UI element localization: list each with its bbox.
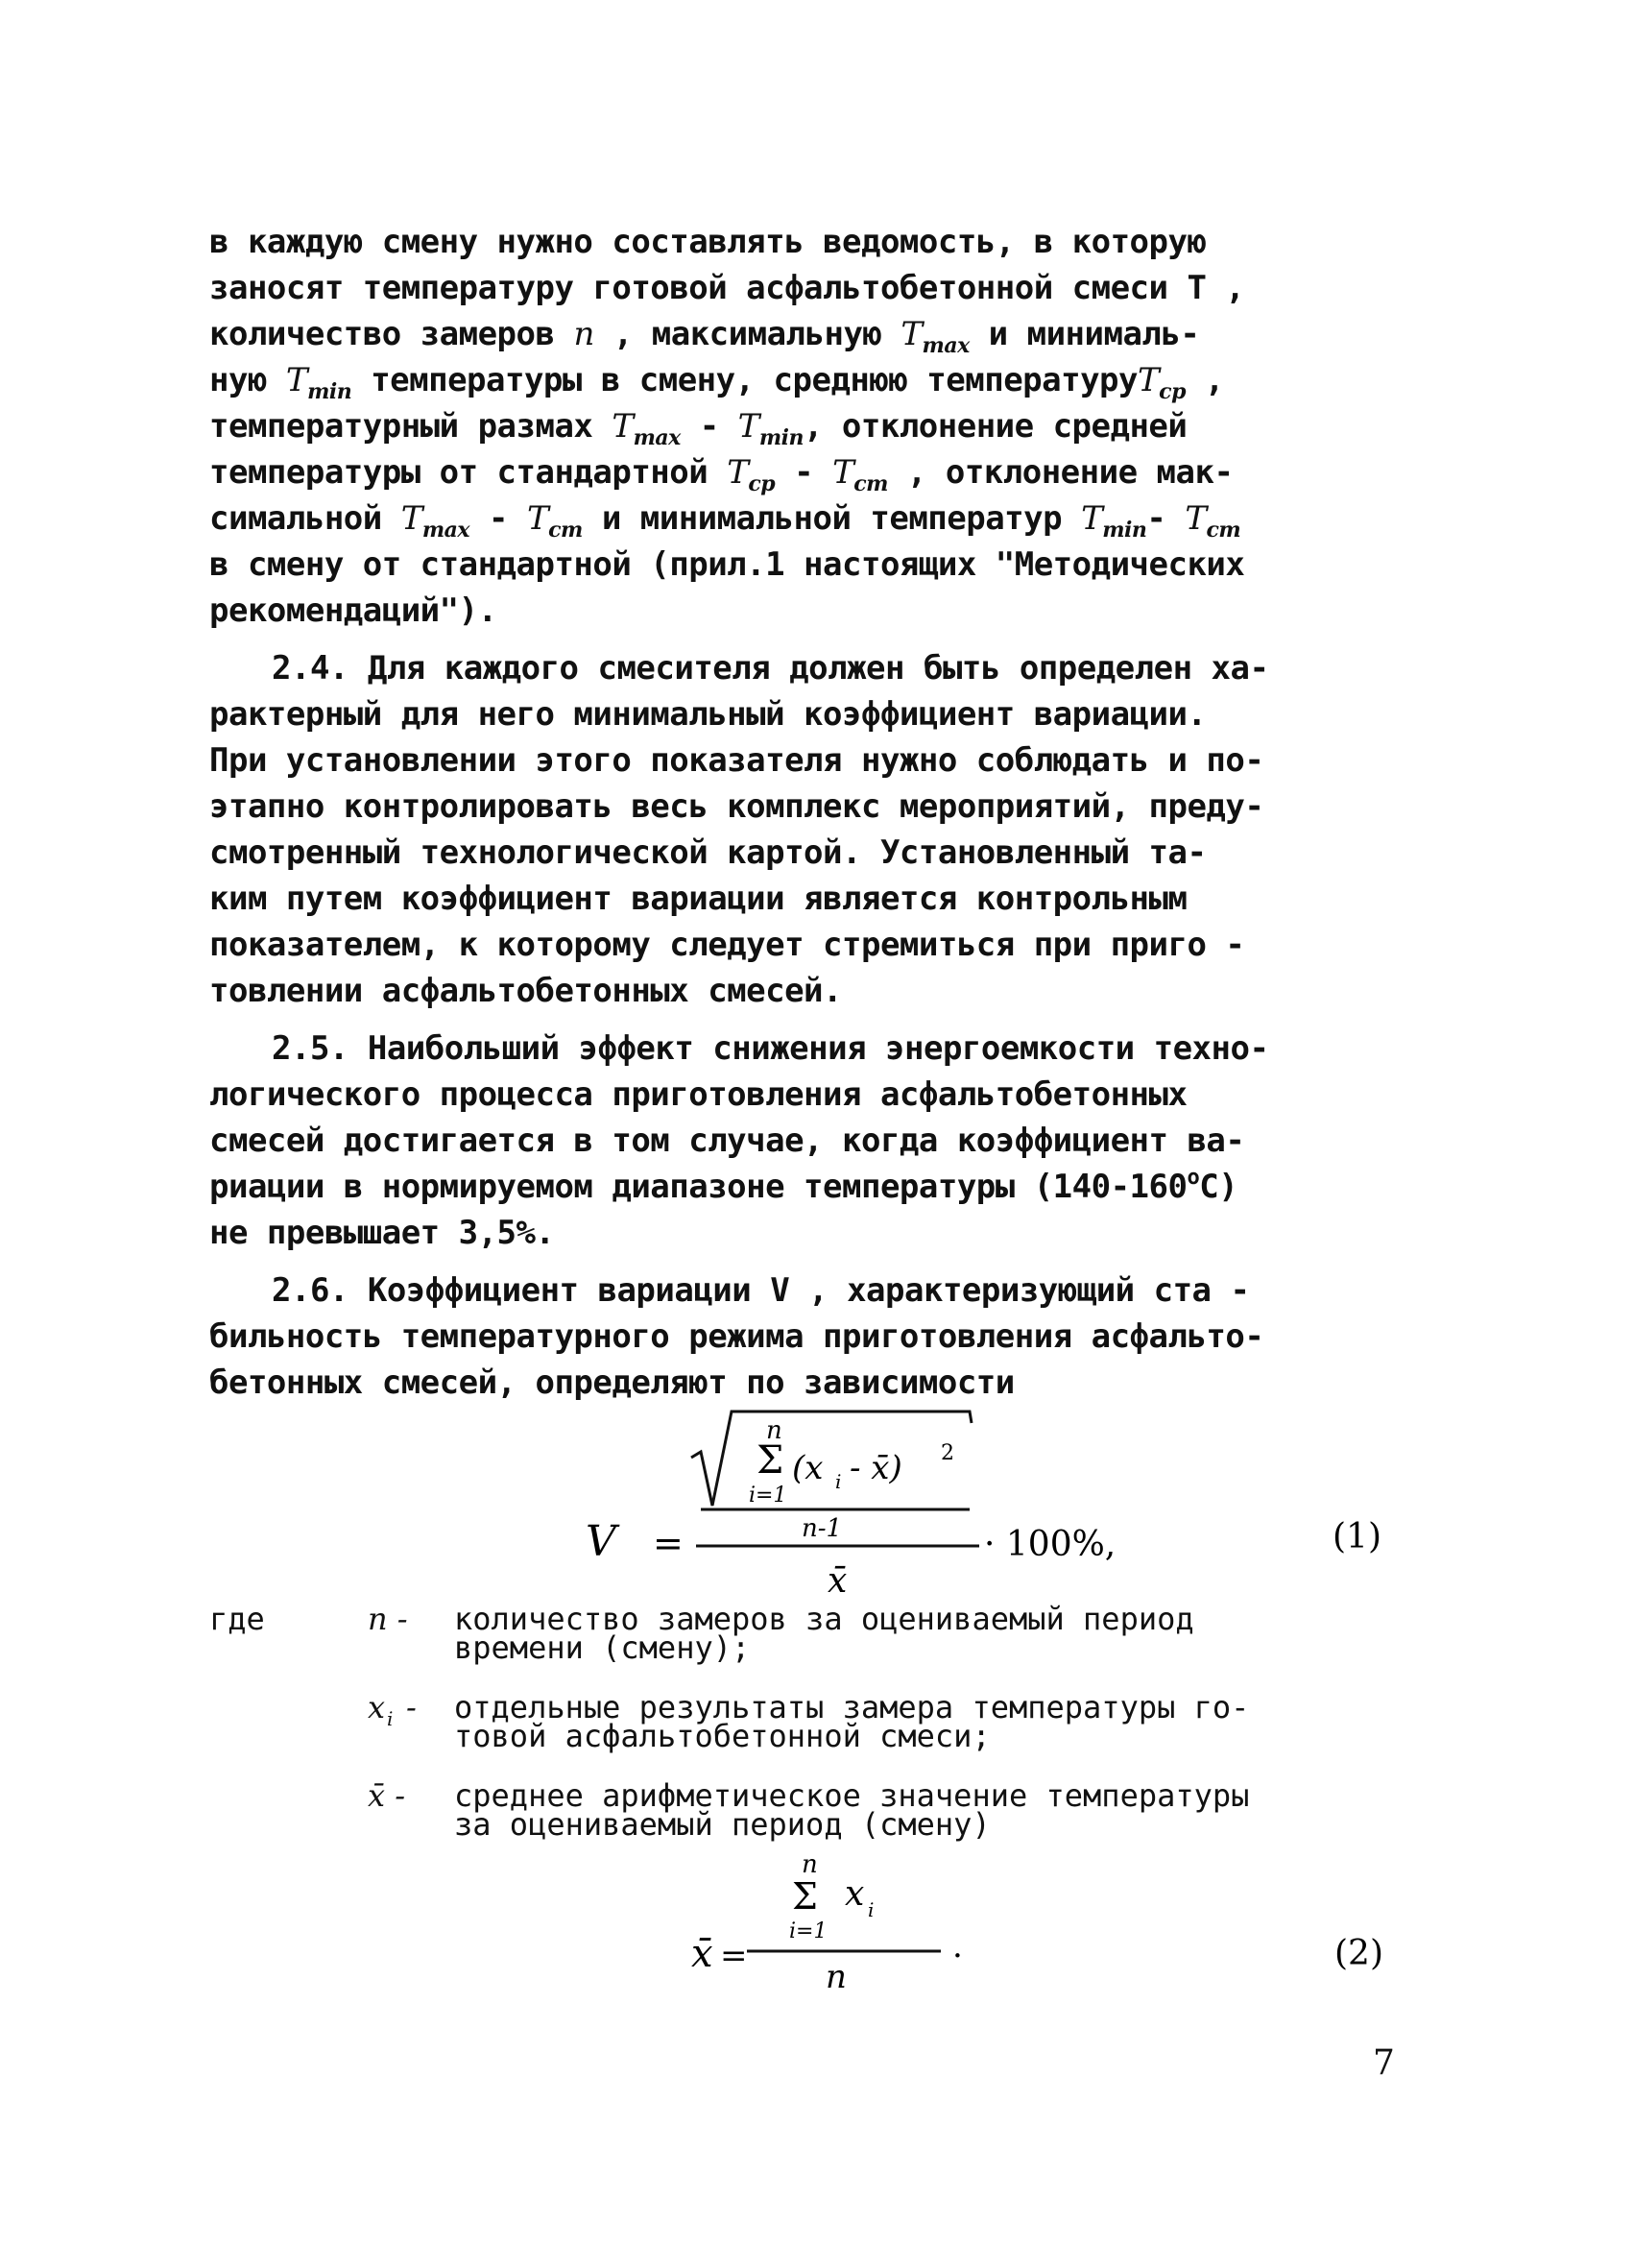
text-span: температурный размах	[209, 407, 612, 446]
text-span: , отклонение мак-	[887, 453, 1234, 492]
text-line	[209, 311, 1440, 357]
definition-xi	[368, 1689, 1443, 1759]
text-line: рекомендаций").	[209, 591, 497, 630]
definition-symbol: x	[368, 1689, 386, 1725]
symbol-t: T	[901, 315, 923, 353]
text-line	[209, 357, 1440, 403]
text-span: -	[469, 499, 527, 538]
symbol-t: T	[1185, 499, 1207, 538]
sum-upper-limit: n	[802, 1850, 818, 1879]
formula-1	[557, 1402, 1421, 1613]
formula-2-equals: =	[720, 1937, 748, 1975]
symbol-t: T	[285, 361, 308, 399]
text-line	[209, 495, 1440, 542]
where-label: где	[209, 1601, 265, 1637]
symbol-t: T	[1137, 361, 1160, 399]
formula-2-lhs: x̄	[691, 1932, 713, 1976]
sum-lower-limit: i=1	[789, 1919, 828, 1943]
subscript: ст	[853, 471, 888, 496]
text-line: рактерный для него минимальный коэффициент вариации.	[209, 695, 1207, 734]
symbol-t: T	[737, 407, 759, 446]
text-span: ,	[1185, 361, 1224, 399]
radical-sign	[691, 1411, 972, 1506]
text-span: и минимальной температур	[582, 499, 1082, 538]
text-span: , максимальную	[593, 315, 901, 353]
definition-n	[368, 1601, 1443, 1671]
degree-sign: о	[1187, 1166, 1200, 1190]
symbol-t: T	[526, 499, 549, 538]
formula-1-number: (1)	[1333, 1517, 1381, 1556]
denominator: n	[826, 1958, 847, 1996]
text-line: смесей достигается в том случае, когда коэффициент ва-	[209, 1122, 1245, 1160]
text-line: заносят температуру готовой асфальтобетонной смеси T ,	[209, 269, 1245, 307]
text-line	[209, 449, 1440, 495]
text-line	[209, 1164, 1440, 1210]
text-line: бильность температурного режима приготовления асфальто-	[209, 1317, 1264, 1356]
subscript: max	[633, 425, 681, 450]
text-line: не превышает 3,5%.	[209, 1214, 555, 1252]
subscript: ср	[1159, 379, 1186, 404]
text-span: -	[1146, 499, 1186, 538]
symbol-t: T	[1081, 499, 1103, 538]
formula-2	[672, 1844, 1421, 2007]
formula-2-number: (2)	[1334, 1934, 1383, 1973]
subscript: min	[758, 425, 804, 450]
text-span: -	[680, 407, 738, 446]
main-denominator: x̄	[828, 1561, 848, 1601]
paragraph-2-5-first-line: 2.5. Наибольший эффект снижения энергоемкости техно-	[272, 1029, 1269, 1068]
formula-1-equals: =	[653, 1522, 684, 1564]
text-span: С)	[1199, 1168, 1238, 1206]
summand-subscript: i	[868, 1898, 875, 1921]
subscript: ст	[548, 518, 583, 543]
sum-sigma: Σ	[792, 1875, 818, 1918]
definition-text: среднее арифметическое значение температуры	[454, 1777, 1250, 1814]
text-line: логического процесса приготовления асфальтобетонных	[209, 1075, 1188, 1114]
definition-text: времени (смену);	[454, 1629, 751, 1666]
text-line: показателем, к которому следует стремиться при приго -	[209, 926, 1245, 964]
definition-xbar	[368, 1777, 1443, 1847]
definition-symbol: n -	[368, 1601, 408, 1637]
text-span: температуры в смену, среднюю температуру	[351, 361, 1138, 399]
subscript: ср	[748, 471, 776, 496]
text-span: температуры от стандартной	[209, 453, 728, 492]
summand: (x	[792, 1449, 824, 1487]
definition-text: за оцениваемый период (смену)	[454, 1806, 991, 1843]
subscript: max	[421, 518, 470, 543]
definition-symbol: x̄ -	[368, 1777, 406, 1814]
text-span: симальной	[209, 499, 401, 538]
text-line: товлении асфальтобетонных смесей.	[209, 972, 843, 1010]
text-span: -	[775, 453, 833, 492]
text-line: в смену от стандартной (прил.1 настоящих "Методических	[209, 545, 1245, 584]
paragraph-2-4-first-line: 2.4. Для каждого смесителя должен быть определен ха-	[272, 649, 1269, 688]
text-span: и минималь-	[969, 315, 1200, 353]
text-line: При установлении этого показателя нужно соблюдать и по-	[209, 741, 1264, 780]
formula-2-tail: .	[952, 1927, 963, 1966]
text-line: этапно контролировать весь комплекс мероприятий, преду-	[209, 787, 1264, 826]
definition-symbol-subscript: i	[387, 1707, 394, 1730]
definition-text: товой асфальтобетонной смеси;	[454, 1718, 991, 1754]
text-span: риации в нормируемом диапазоне температуры (140-160	[209, 1168, 1188, 1206]
text-line	[209, 403, 1440, 449]
summand-subscript: i	[835, 1470, 842, 1493]
text-line: смотренный технологической картой. Установленный та-	[209, 833, 1207, 872]
symbol-t: T	[832, 453, 854, 492]
text-line: ким путем коэффициент вариации является контрольным	[209, 880, 1188, 918]
summand: x	[845, 1874, 865, 1914]
text-line: бетонных смесей, определяют по зависимости	[209, 1363, 1015, 1402]
subscript: ст	[1206, 518, 1241, 543]
text-span: , отклонение средней	[803, 407, 1188, 446]
symbol-n: n	[573, 315, 594, 353]
summand-tail: - x̄)	[850, 1449, 902, 1487]
summand-power: 2	[941, 1441, 954, 1465]
paragraph-2-6-first-line: 2.6. Коэффициент вариации V , характеризующий ста -	[272, 1271, 1250, 1310]
page-number: 7	[1373, 2043, 1395, 2083]
definition-dash: -	[406, 1689, 417, 1725]
symbol-t: T	[400, 499, 422, 538]
text-span: количество замеров	[209, 315, 574, 353]
formula-1-multiplier: · 100%,	[984, 1525, 1117, 1564]
formula-1-lhs: V	[586, 1517, 616, 1566]
symbol-t: T	[727, 453, 749, 492]
definition-text: количество замеров за оцениваемый период	[454, 1601, 1194, 1637]
subscript: min	[307, 379, 352, 404]
symbol-t: T	[612, 407, 634, 446]
sum-sigma: Σ	[756, 1438, 784, 1483]
subscript: max	[922, 333, 970, 358]
sum-upper-limit: n	[766, 1416, 782, 1445]
sum-lower-limit: i=1	[749, 1484, 787, 1508]
inner-denominator: n-1	[802, 1514, 843, 1543]
subscript: min	[1102, 518, 1147, 543]
definition-text: отдельные результаты замера температуры го-	[454, 1689, 1250, 1725]
text-span: ную	[209, 361, 286, 399]
text-line: в каждую смену нужно составлять ведомость, в которую	[209, 223, 1207, 261]
